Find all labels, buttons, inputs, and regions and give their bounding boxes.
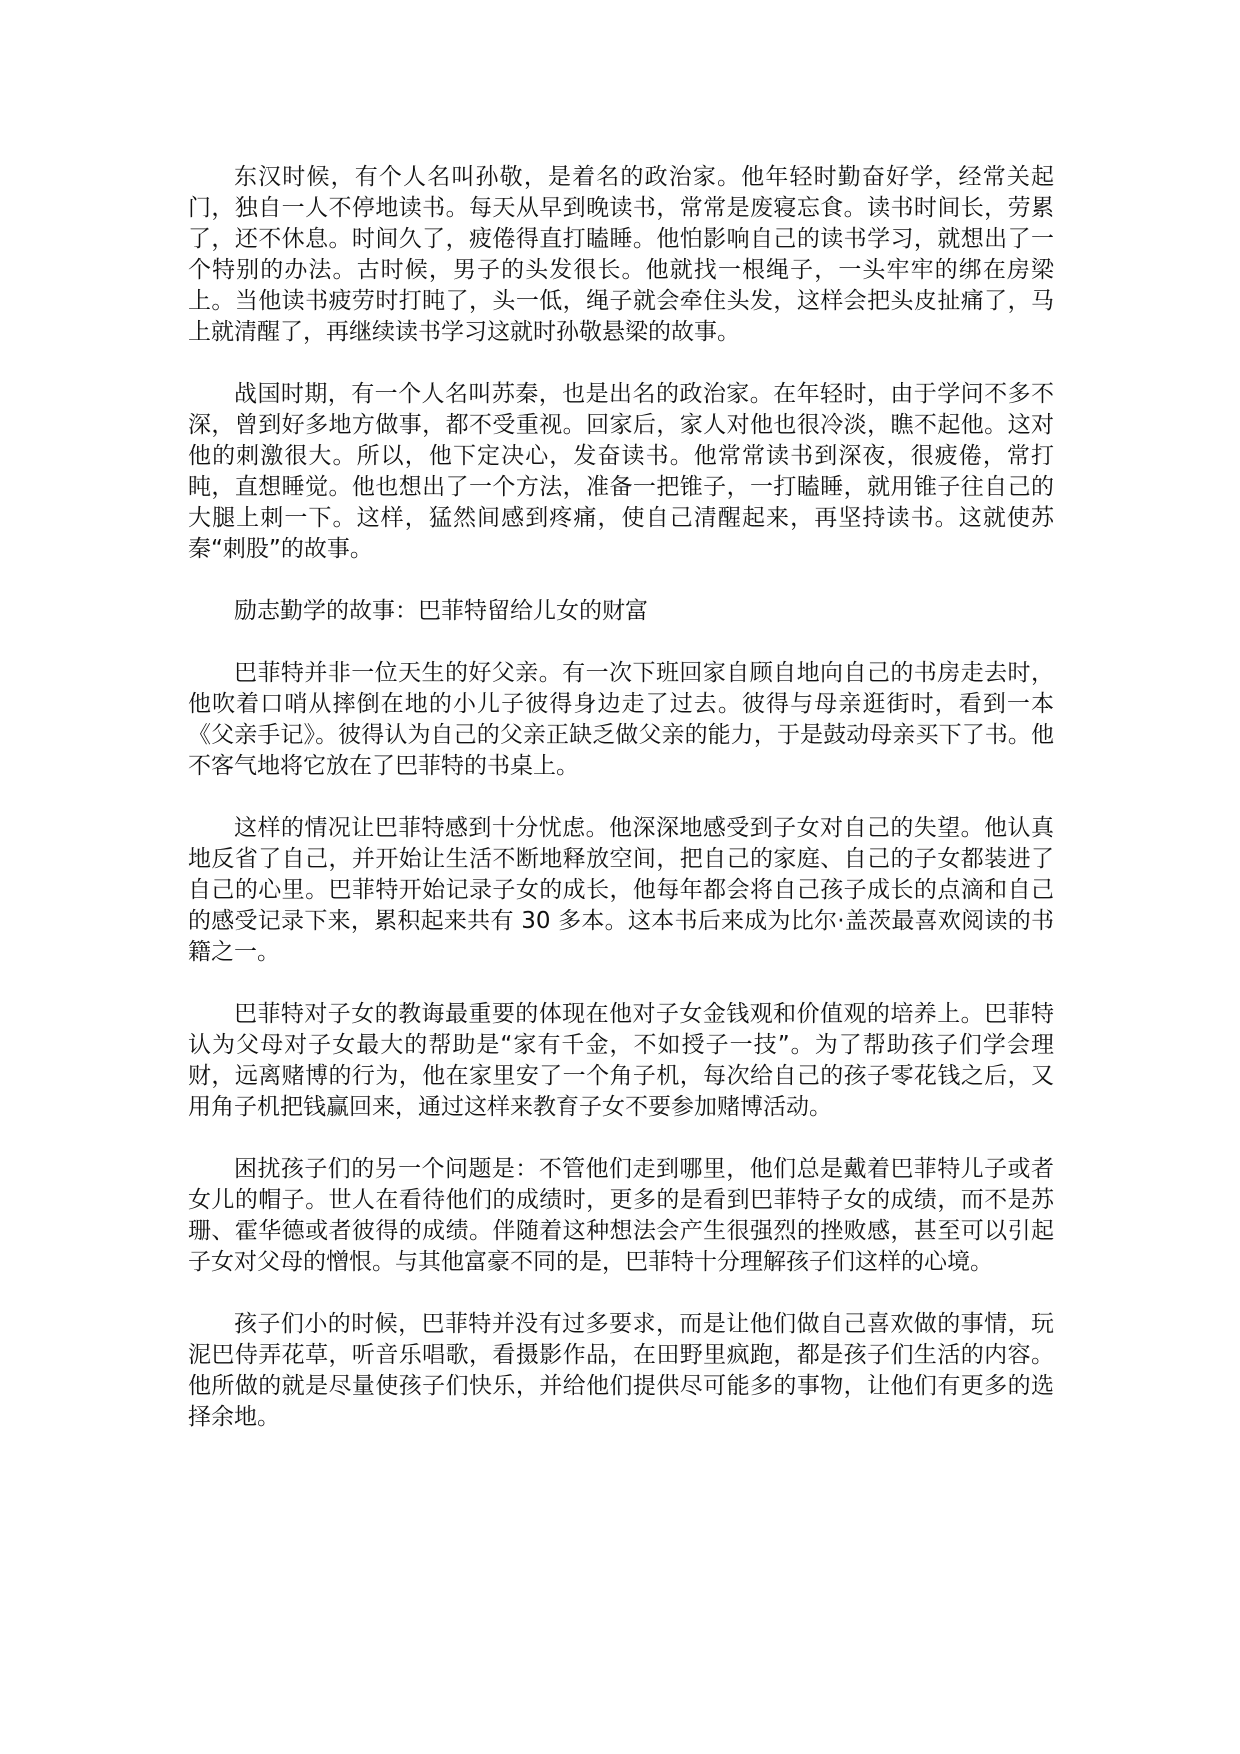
paragraph-sun-jing: 东汉时候，有个人名叫孙敬，是着名的政治家。他年轻时勤奋好学，经常关起门，独自一人不停地读书。每天从早到晚读书，常常是废寝忘食。读书时间长，劳累了，还不休息。时间久了，疲倦得直打瞌睡。他怕影响自己的读书学习，就想出了一个特别的办法。古时候，男子的头发很长。他就找一根绳子，一头牢牢的绑在房梁上。当他读书疲劳时打盹了，头一低，绳子就会牵住头发，这样会把头皮扯痛了，马上就清醒了，再继续读书学习这就时孙敬悬梁的故事。 (188, 164, 1054, 345)
paragraph-children-freedom: 孩子们小的时候，巴菲特并没有过多要求，而是让他们做自己喜欢做的事情，玩泥巴侍弄花草，听音乐唱歌，看摄影作品，在田野里疯跑，都是孩子们生活的内容。他所做的就是尽量使孩子们快乐，并给他们提供尽可能多的事物，让他们有更多的选择余地。 (188, 1311, 1054, 1430)
paragraph-children-problem: 困扰孩子们的另一个问题是：不管他们走到哪里，他们总是戴着巴菲特儿子或者女儿的帽子。世人在看待他们的成绩时，更多的是看到巴菲特子女的成绩，而不是苏珊、霍华德或者彼得的成绩。伴随着这种想法会产生很强烈的挫败感，甚至可以引起子女对父母的憎恨。与其他富豪不同的是，巴菲特十分理解孩子们这样的心境。 (188, 1156, 1054, 1275)
section-heading: 励志勤学的故事：巴菲特留给儿女的财富 (234, 598, 648, 624)
paragraph-su-qin: 战国时期，有一个人名叫苏秦，也是出名的政治家。在年轻时，由于学问不多不深，曾到好多地方做事，都不受重视。回家后，家人对他也很冷淡，瞧不起他。这对他的刺激很大。所以，他下定决心，发奋读书。他常常读书到深夜，很疲倦，常打盹，直想睡觉。他也想出了一个方法，准备一把锥子，一打瞌睡，就用锥子往自己的大腿上刺一下。这样，猛然间感到疼痛，使自己清醒起来，再坚持读书。这就使苏秦“刺股”的故事。 (188, 381, 1054, 562)
paragraph-buffett-reflection: 这样的情况让巴菲特感到十分忧虑。他深深地感受到子女对自己的失望。他认真地反省了自己，并开始让生活不断地释放空间，把自己的家庭、自己的子女都装进了自己的心里。巴菲特开始记录子女的成长，他每年都会将自己孩子成长的点滴和自己的感受记录下来，累积起来共有 30 多本。这本书后来成为比尔·盖茨最喜欢阅读的书籍之一。 (188, 815, 1054, 965)
document-body (188, 162, 1054, 1464)
paragraph-buffett-father: 巴菲特并非一位天生的好父亲。有一次下班回家自顾自地向自己的书房走去时，他吹着口哨从摔倒在地的小儿子彼得身边走了过去。彼得与母亲逛街时，看到一本《父亲手记》。彼得认为自己的父亲正缺乏做父亲的能力，于是鼓动母亲买下了书。他不客气地将它放在了巴菲特的书桌上。 (188, 660, 1054, 779)
paragraph-buffett-money: 巴菲特对子女的教诲最重要的体现在他对子女金钱观和价值观的培养上。巴菲特认为父母对子女最大的帮助是“家有千金，不如授子一技”。为了帮助孩子们学会理财，远离赌博的行为，他在家里安了一个角子机，每次给自己的孩子零花钱之后，又用角子机把钱赢回来，通过这样来教育子女不要参加赌博活动。 (188, 1001, 1054, 1120)
